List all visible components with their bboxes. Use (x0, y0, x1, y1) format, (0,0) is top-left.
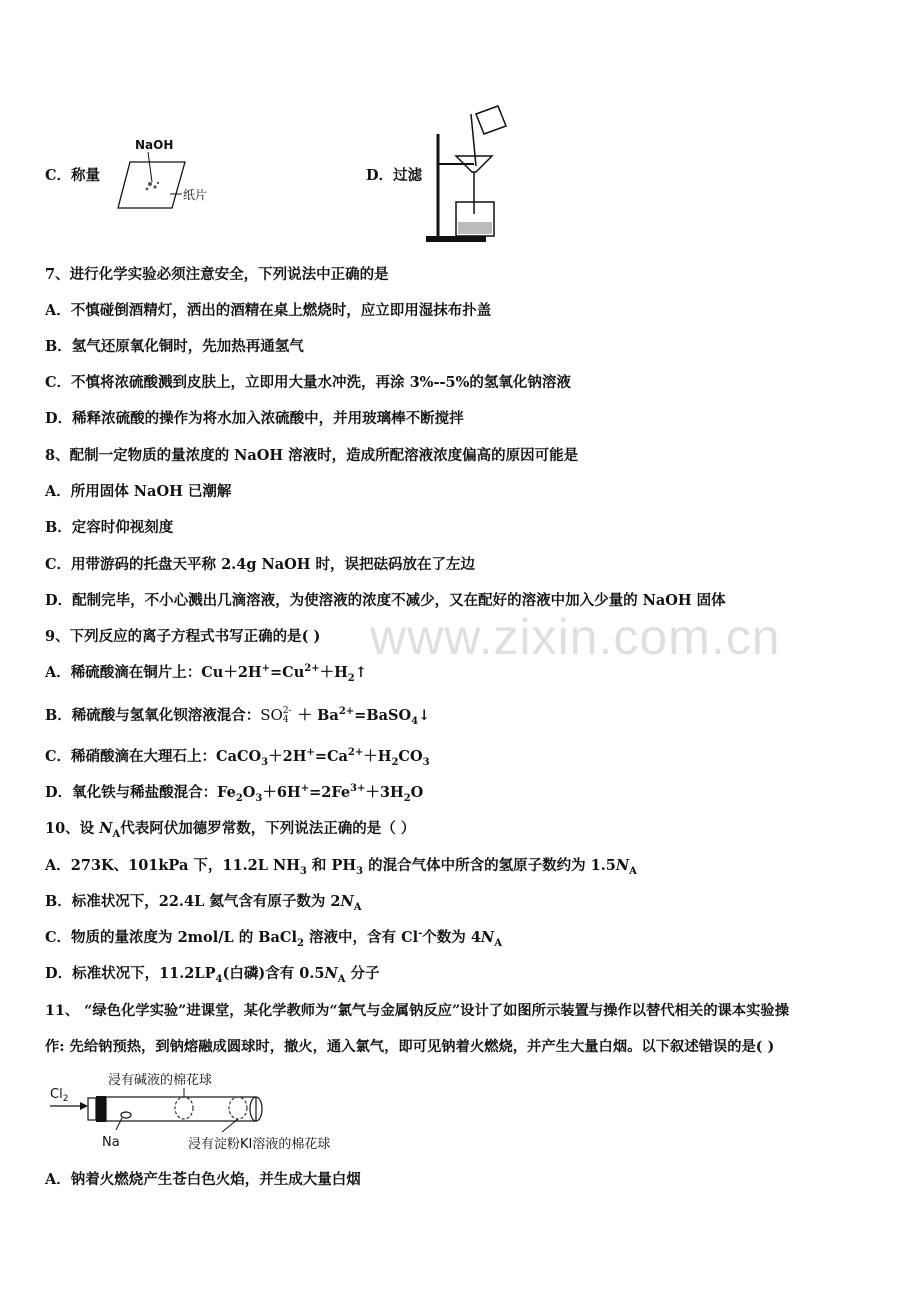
q7-option-a: A．不慎碰倒酒精灯，洒出的酒精在桌上燃烧时，应立即用湿抹布扑盖 (45, 302, 492, 319)
q7-option-d: D．稀释浓硫酸的操作为将水加入浓硫酸中，并用玻璃棒不断搅拌 (45, 410, 464, 427)
q10-option-b: B．标准状况下，22.4L 氦气含有原子数为 $2N_A$ (45, 893, 362, 913)
na-pointer (116, 1118, 122, 1130)
stand-base (426, 236, 486, 242)
q11-option-a: A．钠着火燃烧产生苍白色火焰，并生成大量白烟 (45, 1171, 361, 1188)
q8-option-d: D．配制完毕，不小心溅出几滴溶液，为使溶液的浓度不减少，又在配好的溶液中加入少量的 NaOH 固体 (45, 592, 726, 609)
naoh-particle (146, 188, 149, 191)
stopper (96, 1096, 106, 1122)
q7-stem: 7、进行化学实验必须注意安全，下列说法中正确的是 (45, 266, 389, 283)
q8-option-a: A．所用固体 NaOH 已潮解 (45, 483, 232, 500)
filtrate (458, 222, 492, 234)
q9-option-a: A．稀硫酸滴在铜片上：$Cu+2H^+=Cu^{2+}+H_2↑$ (45, 663, 367, 684)
paper-label: 纸片 (183, 188, 208, 202)
q7-option-c: C．不慎将浓硫酸溅到皮肤上，立即用大量水冲洗，再涂 3%--5%的氢氧化钠溶液 (45, 374, 571, 391)
q9-stem: 9、下列反应的离子方程式书写正确的是( ) (45, 628, 321, 645)
ki-cotton-label: 浸有淀粉KI溶液的棉花球 (188, 1137, 331, 1152)
q11-stem-line1: 11、 “绿色化学实验”进课堂，某化学教师为“氯气与金属钠反应”设计了如图所示装置与操作以替代相关的课本实验操 (45, 1003, 790, 1019)
q9-option-d: D．氧化铁与稀盐酸混合：$Fe_2O_3+6H^+=2Fe^{3+}+3H_2O$ (45, 783, 424, 804)
weighing-figure (110, 132, 230, 212)
na-label: Na (102, 1135, 120, 1150)
q7-option-b: B．氢气还原氧化铜时，先加热再通氢气 (45, 338, 304, 355)
ki-cotton-ball (229, 1097, 247, 1119)
glass-rod (471, 114, 476, 166)
naoh-label: NaOH (135, 138, 174, 152)
q8-option-c: C．用带游码的托盘天平称 2.4g NaOH 时，误把砝码放在了左边 (45, 556, 476, 573)
q10-option-d: D．标准状况下，$11.2LP_4$(白磷)含有 $0.5N_A$ 分子 (45, 965, 380, 985)
alkali-cotton-ball (175, 1097, 193, 1119)
q10-option-c: C．物质的量浓度为 2mol/L 的 BaCl$_2$ 溶液中，含有 Cl-个数为 $4N_A$ (45, 928, 502, 949)
q11-stem-line2: 作: 先给钠预热，到钠熔融成圆球时，撤火，通入氯气，即可见钠着火燃烧，并产生大量白烟。以下叙述错误的是( ) (45, 1039, 775, 1055)
arrow-head (80, 1102, 88, 1110)
q8-stem: 8、配制一定物质的量浓度的 NaOH 溶液时，造成所配溶液浓度偏高的原因可能是 (45, 447, 579, 464)
pouring-beaker (476, 106, 506, 134)
q10-option-a: A．273K、101kPa 下，11.2L $NH_3$ 和 $PH_3$ 的混合气体中所含的氢原子数约为 $1.5N_A$ (45, 857, 637, 877)
naoh-particle (157, 182, 159, 184)
naoh-particle (153, 185, 156, 188)
watermark: www.zixin.com.cn (370, 609, 781, 665)
alkali-cotton-label: 浸有碱液的棉花球 (108, 1073, 213, 1088)
q8-option-b: B．定容时仰视刻度 (45, 519, 174, 536)
q9-option-b: B．稀硫酸与氢氧化钡溶液混合：SO2- $4 + Ba^{2+}=BaSO_4↓$ (45, 706, 431, 727)
naoh-particle (148, 182, 152, 186)
sodium-piece (121, 1112, 131, 1118)
option-c-label: C．称量 (45, 167, 101, 184)
q10-stem: 10、设 $N_A$代表阿伏加德罗常数，下列说法正确的是（ ） (45, 820, 416, 840)
q9-option-c: C．稀硝酸滴在大理石上：$CaCO_3+2H^+=Ca^{2+}+H_2CO_3$ (45, 747, 430, 768)
cl2-label: $Cl_2$ (50, 1087, 69, 1104)
filtration-figure (424, 104, 514, 246)
inlet-tube (88, 1098, 96, 1120)
sodium-chlorine-apparatus (46, 1068, 376, 1154)
naoh-pointer (148, 152, 152, 182)
option-d-label: D．过滤 (366, 167, 423, 184)
